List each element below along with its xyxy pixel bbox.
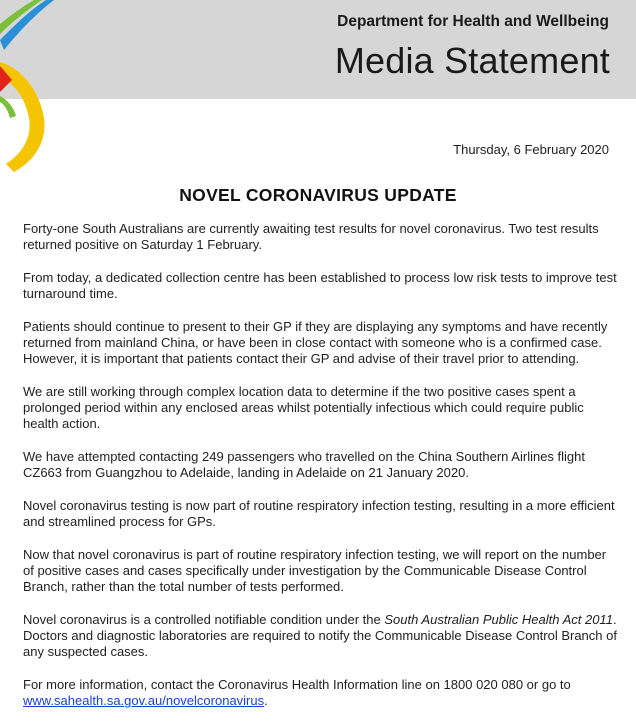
- statement-body: [23, 221, 619, 726]
- notifiable-text-before: Novel coronavirus is a controlled notifiable condition under the: [23, 612, 385, 627]
- sa-health-logo-swoosh: [0, 0, 70, 175]
- sahealth-website-link[interactable]: www.sahealth.sa.gov.au/novelcoronavirus: [23, 693, 265, 708]
- paragraph-collection-centre: From today, a dedicated collection centre has been established to process low risk tests to improve test turnaround time.: [23, 270, 617, 301]
- logo-stripe-green-lower: [0, 96, 16, 118]
- paragraph-patient-advice: Patients should continue to present to their GP if they are displaying any symptoms and have recently returned from mainland China, or have been in close contact with someone who is a confirmed case. However, it is important that patients contact their GP and advise of their travel prior to attending.: [23, 319, 608, 366]
- public-health-act-title: South Australian Public Health Act 2011: [384, 612, 613, 627]
- paragraph-awaiting-results: Forty-one South Australians are currently awaiting test results for novel coronavirus. Two test results returned positive on Saturday 1 February.: [23, 221, 599, 252]
- statement-date: Thursday, 6 February 2020: [453, 142, 609, 157]
- contact-text-after: .: [264, 693, 268, 708]
- paragraph-reporting-change: Now that novel coronavirus is part of routine respiratory infection testing, we will report on the number of positive cases and cases specifically under investigation by the Communicable Disease Control Branch, rather than the total number of tests performed.: [23, 547, 607, 594]
- paragraph-flight-passengers: We have attempted contacting 249 passengers who travelled on the China Southern Airlines flight CZ663 from Guangzhou to Adelaide, landing in Adelaide on 21 January 2020.: [23, 449, 585, 480]
- paragraph-notifiable-condition: [23, 612, 619, 660]
- notifiable-text-after: . Doctors and diagnostic laboratories are required to notify the Communicable Disease Control Branch of any suspected cases.: [23, 612, 617, 659]
- department-name: Department for Health and Wellbeing: [337, 13, 609, 30]
- paragraph-location-data: We are still working through complex location data to determine if the two positive cases spent a prolonged period within any enclosed areas whilst potentially infectious which could require public health action.: [23, 384, 584, 431]
- paragraph-routine-testing: Novel coronavirus testing is now part of routine respiratory infection testing, resulting in a more efficient and streamlined process for GPs.: [23, 498, 615, 529]
- contact-text: For more information, contact the Coronavirus Health Information line on 1800 020 080 or go to: [23, 677, 571, 692]
- paragraph-contact-info: [23, 677, 619, 709]
- statement-title: NOVEL CORONAVIRUS UPDATE: [179, 185, 457, 205]
- statement-type-heading: Media Statement: [334, 40, 610, 81]
